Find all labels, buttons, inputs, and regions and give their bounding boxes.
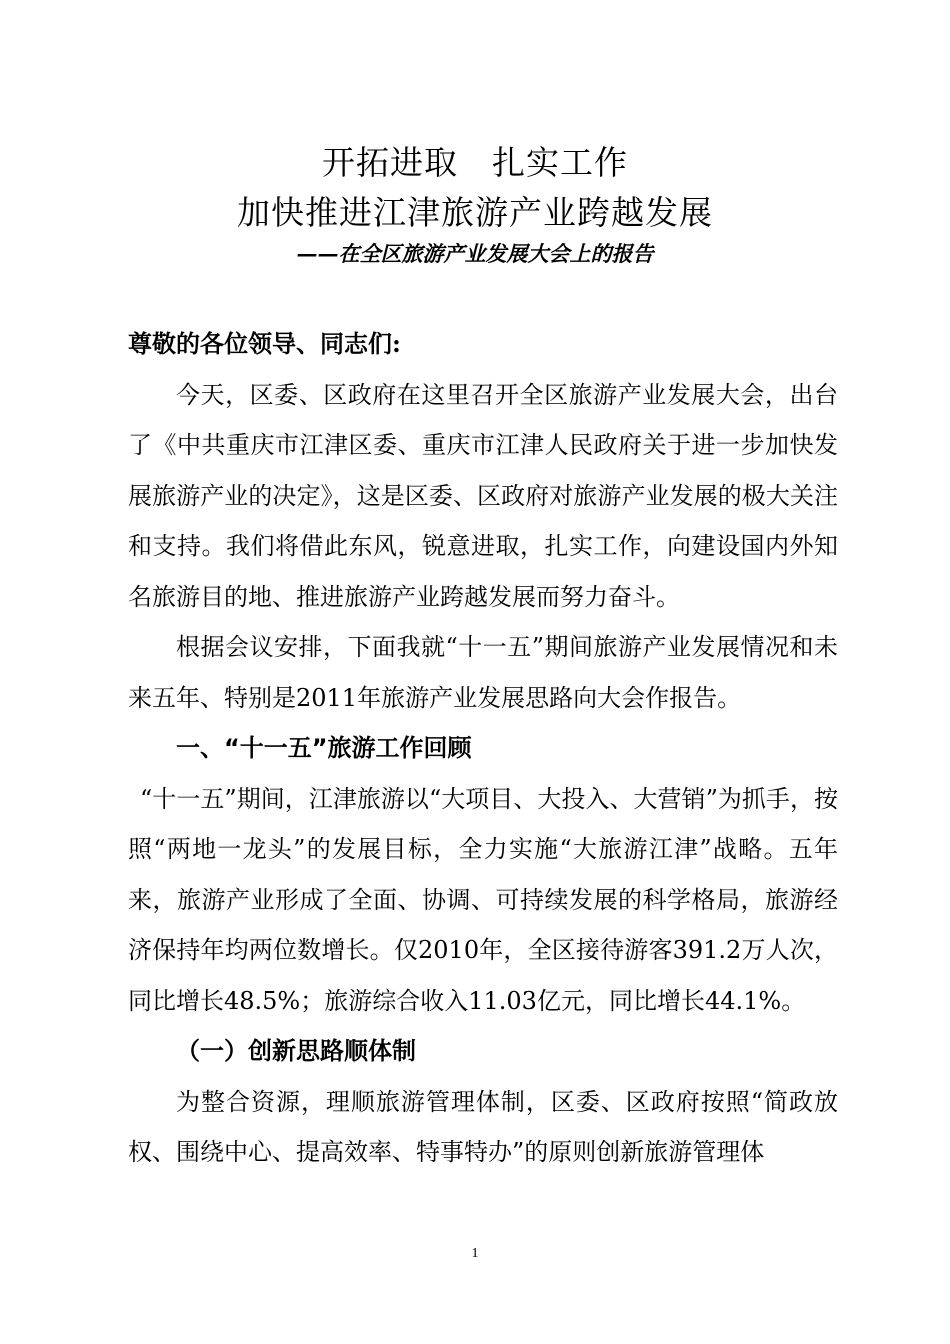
- page-number: 1: [471, 1246, 479, 1261]
- subsection-heading: （一）创新思路顺体制: [176, 1036, 416, 1065]
- paragraph-opening: 今天，区委、区政府在这里召开全区旅游产业发展大会，出台了《中共重庆市江津区委、重庆市江津人民政府关于进一步加快发展旅游产业的决定》，这是区委、区政府对旅游产业发展的极大关注和支持。我们将借此东风，锐意进取，扎实工作，向建设国内外知名旅游目的地、推进旅游产业跨越发展而努力奋斗。: [128, 380, 838, 611]
- section-heading: 一、“十一五”旅游工作回顾: [176, 734, 472, 762]
- paragraph-agenda: 根据会议安排，下面我就“十一五”期间旅游产业发展情况和未来五年、特别是2011年旅游产业发展思路向大会作报告。: [128, 633, 838, 712]
- document-title-line1: 开拓进取 扎实工作: [322, 143, 628, 182]
- document-body: [128, 319, 838, 1178]
- paragraph-reform: 为整合资源，理顺旅游管理体制，区委、区政府按照“简政放权、围绕中心、提高效率、特事特办”的原则创新旅游管理体: [128, 1087, 838, 1166]
- document-subtitle: ——在全区旅游产业发展大会上的报告: [296, 241, 654, 266]
- greeting: 尊敬的各位领导、同志们:: [128, 329, 401, 358]
- document-title-line2: 加快推进江津旅游产业跨越发展: [237, 193, 713, 232]
- paragraph-review: “十一五”期间，江津旅游以“大项目、大投入、大营销”为抓手，按照“两地一龙头”的发展目标，全力实施“大旅游江津”战略。五年来，旅游产业形成了全面、协调、可持续发展的科学格局，旅游经济保持年均两位数增长。仅2010年，全区接待游客391.2万人次，同比增长48.5%；旅游综合收入11.03亿元，同比增长44.1%。: [128, 784, 838, 1015]
